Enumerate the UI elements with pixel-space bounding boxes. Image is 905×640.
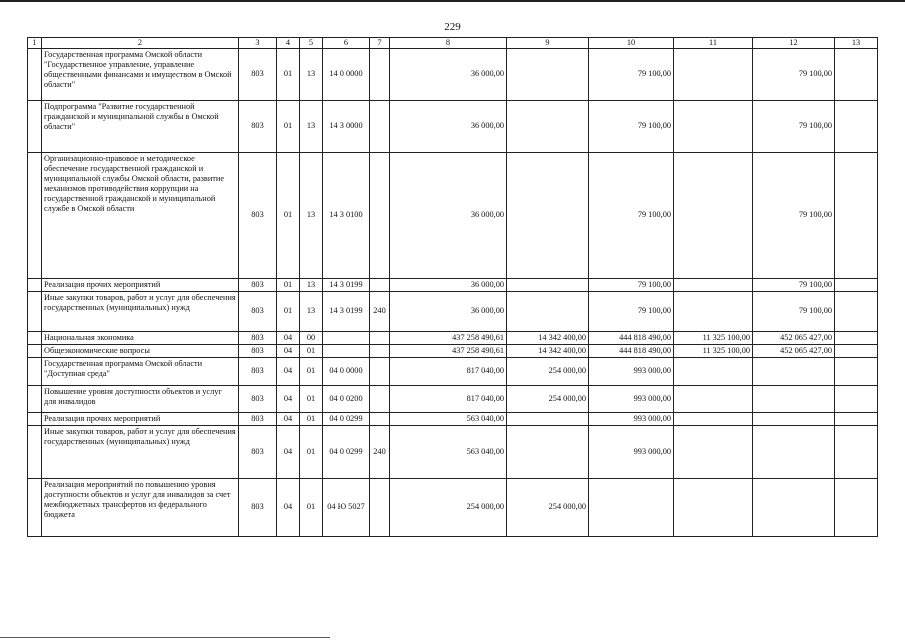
row-index-cell: [28, 331, 42, 344]
amount-col-8: 437 258 490,61: [390, 344, 507, 357]
budget-item-name: Общеэкономические вопросы: [42, 344, 239, 357]
expense-type-code: [370, 478, 390, 536]
subsection-code: 01: [300, 412, 323, 425]
target-article-code: [323, 344, 370, 357]
amount-col-10: 993 000,00: [589, 357, 674, 385]
amount-col-8: 563 040,00: [390, 412, 507, 425]
target-article-code: 04 0 0299: [323, 412, 370, 425]
target-article-code: 04 0 0000: [323, 357, 370, 385]
table-row: [28, 331, 878, 344]
amount-col-13: [835, 100, 878, 152]
subsection-code: 01: [300, 478, 323, 536]
budget-item-name: Реализация прочих мероприятий: [42, 412, 239, 425]
column-header-6: 6: [323, 38, 370, 49]
amount-col-9: 254 000,00: [507, 385, 589, 412]
budget-item-name: Реализация мероприятий по повышению уровня доступности объектов и услуг для инвалидов за счет межбюджетных трансфертов из федерального бюджета: [42, 478, 239, 536]
department-code: 803: [239, 412, 277, 425]
row-index-cell: [28, 100, 42, 152]
amount-col-12: [753, 385, 835, 412]
amount-col-13: [835, 152, 878, 278]
amount-col-10: [589, 478, 674, 536]
table-row: [28, 357, 878, 385]
section-code: 01: [277, 291, 300, 331]
amount-col-11: [674, 278, 753, 291]
budget-table: [27, 37, 878, 537]
amount-col-8: 563 040,00: [390, 425, 507, 478]
amount-col-13: [835, 278, 878, 291]
subsection-code: 13: [300, 278, 323, 291]
amount-col-11: [674, 291, 753, 331]
column-header-7: 7: [370, 38, 390, 49]
subsection-code: 01: [300, 385, 323, 412]
column-header-1: 1: [28, 38, 42, 49]
section-code: 01: [277, 100, 300, 152]
amount-col-10: 993 000,00: [589, 385, 674, 412]
column-header-3: 3: [239, 38, 277, 49]
department-code: 803: [239, 357, 277, 385]
expense-type-code: [370, 412, 390, 425]
target-article-code: 04 Ю 5027: [323, 478, 370, 536]
amount-col-9: [507, 48, 589, 100]
expense-type-code: [370, 357, 390, 385]
budget-item-name: Иные закупки товаров, работ и услуг для обеспечения государственных (муниципальных) нужд: [42, 291, 239, 331]
target-article-code: 14 3 0199: [323, 278, 370, 291]
row-index-cell: [28, 48, 42, 100]
amount-col-13: [835, 412, 878, 425]
table-row: [28, 412, 878, 425]
section-code: 04: [277, 385, 300, 412]
amount-col-11: [674, 425, 753, 478]
amount-col-12: 452 065 427,00: [753, 331, 835, 344]
amount-col-8: 36 000,00: [390, 152, 507, 278]
department-code: 803: [239, 100, 277, 152]
subsection-code: 01: [300, 357, 323, 385]
amount-col-11: 11 325 100,00: [674, 344, 753, 357]
subsection-code: 00: [300, 331, 323, 344]
amount-col-8: 254 000,00: [390, 478, 507, 536]
row-index-cell: [28, 478, 42, 536]
target-article-code: 14 0 0000: [323, 48, 370, 100]
row-index-cell: [28, 278, 42, 291]
amount-col-8: 36 000,00: [390, 291, 507, 331]
subsection-code: 13: [300, 48, 323, 100]
amount-col-9: [507, 278, 589, 291]
amount-col-12: 79 100,00: [753, 291, 835, 331]
amount-col-8: 36 000,00: [390, 278, 507, 291]
amount-col-10: 79 100,00: [589, 278, 674, 291]
department-code: 803: [239, 152, 277, 278]
amount-col-10: 79 100,00: [589, 291, 674, 331]
amount-col-13: [835, 478, 878, 536]
amount-col-10: 993 000,00: [589, 412, 674, 425]
table-row: [28, 100, 878, 152]
row-index-cell: [28, 344, 42, 357]
amount-col-11: [674, 100, 753, 152]
budget-item-name: Государственная программа Омской области "Доступная среда": [42, 357, 239, 385]
target-article-code: [323, 331, 370, 344]
subsection-code: 01: [300, 425, 323, 478]
table-row: [28, 291, 878, 331]
expense-type-code: [370, 48, 390, 100]
amount-col-11: [674, 385, 753, 412]
amount-col-8: 437 258 490,61: [390, 331, 507, 344]
department-code: 803: [239, 331, 277, 344]
department-code: 803: [239, 385, 277, 412]
column-header-2: 2: [42, 38, 239, 49]
expense-type-code: [370, 344, 390, 357]
amount-col-10: 993 000,00: [589, 425, 674, 478]
amount-col-12: 452 065 427,00: [753, 344, 835, 357]
amount-col-9: [507, 100, 589, 152]
amount-col-13: [835, 385, 878, 412]
amount-col-9: [507, 152, 589, 278]
expense-type-code: [370, 331, 390, 344]
top-edge-line: [0, 0, 905, 2]
amount-col-9: [507, 412, 589, 425]
section-code: 04: [277, 331, 300, 344]
table-row: [28, 278, 878, 291]
amount-col-10: 444 818 490,00: [589, 344, 674, 357]
department-code: 803: [239, 478, 277, 536]
amount-col-9: 14 342 400,00: [507, 344, 589, 357]
table-row: [28, 385, 878, 412]
amount-col-11: [674, 48, 753, 100]
column-number-header: [28, 38, 878, 49]
subsection-code: 13: [300, 152, 323, 278]
table-row: [28, 48, 878, 100]
section-code: 01: [277, 152, 300, 278]
department-code: 803: [239, 291, 277, 331]
column-header-10: 10: [589, 38, 674, 49]
section-code: 01: [277, 278, 300, 291]
amount-col-13: [835, 344, 878, 357]
table-row: [28, 478, 878, 536]
column-header-8: 8: [390, 38, 507, 49]
section-code: 04: [277, 357, 300, 385]
amount-col-12: 79 100,00: [753, 152, 835, 278]
table-row: [28, 152, 878, 278]
subsection-code: 01: [300, 344, 323, 357]
subsection-code: 13: [300, 100, 323, 152]
amount-col-12: 79 100,00: [753, 278, 835, 291]
amount-col-13: [835, 357, 878, 385]
amount-col-12: [753, 357, 835, 385]
row-index-cell: [28, 152, 42, 278]
amount-col-12: [753, 478, 835, 536]
budget-item-name: Национальная экономика: [42, 331, 239, 344]
amount-col-12: [753, 412, 835, 425]
amount-col-9: [507, 291, 589, 331]
row-index-cell: [28, 291, 42, 331]
department-code: 803: [239, 278, 277, 291]
column-header-13: 13: [835, 38, 878, 49]
target-article-code: 04 0 0299: [323, 425, 370, 478]
expense-type-code: [370, 152, 390, 278]
row-index-cell: [28, 412, 42, 425]
column-header-11: 11: [674, 38, 753, 49]
row-index-cell: [28, 425, 42, 478]
amount-col-12: 79 100,00: [753, 100, 835, 152]
amount-col-13: [835, 425, 878, 478]
budget-item-name: Государственная программа Омской области "Государственное управление, управление общественными финансами и имуществом в Омской области": [42, 48, 239, 100]
amount-col-13: [835, 291, 878, 331]
amount-col-10: 79 100,00: [589, 152, 674, 278]
amount-col-8: 36 000,00: [390, 100, 507, 152]
amount-col-8: 817 040,00: [390, 385, 507, 412]
target-article-code: 14 3 0100: [323, 152, 370, 278]
section-code: 04: [277, 425, 300, 478]
amount-col-10: 79 100,00: [589, 100, 674, 152]
amount-col-12: [753, 425, 835, 478]
expense-type-code: [370, 385, 390, 412]
amount-col-10: 444 818 490,00: [589, 331, 674, 344]
amount-col-8: 817 040,00: [390, 357, 507, 385]
amount-col-10: 79 100,00: [589, 48, 674, 100]
amount-col-8: 36 000,00: [390, 48, 507, 100]
amount-col-9: [507, 425, 589, 478]
amount-col-11: [674, 478, 753, 536]
subsection-code: 13: [300, 291, 323, 331]
row-index-cell: [28, 357, 42, 385]
section-code: 01: [277, 48, 300, 100]
amount-col-11: [674, 412, 753, 425]
column-header-12: 12: [753, 38, 835, 49]
row-index-cell: [28, 385, 42, 412]
amount-col-13: [835, 48, 878, 100]
column-header-5: 5: [300, 38, 323, 49]
budget-item-name: Реализация прочих мероприятий: [42, 278, 239, 291]
amount-col-9: 254 000,00: [507, 357, 589, 385]
table-row: [28, 425, 878, 478]
expense-type-code: 240: [370, 425, 390, 478]
expense-type-code: [370, 100, 390, 152]
amount-col-11: [674, 152, 753, 278]
amount-col-9: 254 000,00: [507, 478, 589, 536]
expense-type-code: [370, 278, 390, 291]
amount-col-9: 14 342 400,00: [507, 331, 589, 344]
budget-item-name: Повышение уровня доступности объектов и услуг для инвалидов: [42, 385, 239, 412]
amount-col-12: 79 100,00: [753, 48, 835, 100]
expense-type-code: 240: [370, 291, 390, 331]
budget-item-name: Иные закупки товаров, работ и услуг для обеспечения государственных (муниципальных) нужд: [42, 425, 239, 478]
section-code: 04: [277, 412, 300, 425]
section-code: 04: [277, 344, 300, 357]
section-code: 04: [277, 478, 300, 536]
target-article-code: 14 3 0199: [323, 291, 370, 331]
department-code: 803: [239, 48, 277, 100]
amount-col-11: [674, 357, 753, 385]
column-header-4: 4: [277, 38, 300, 49]
amount-col-11: 11 325 100,00: [674, 331, 753, 344]
department-code: 803: [239, 344, 277, 357]
bottom-edge-line: [0, 637, 330, 638]
table-row: [28, 344, 878, 357]
department-code: 803: [239, 425, 277, 478]
column-header-9: 9: [507, 38, 589, 49]
budget-item-name: Подпрограмма "Развитие государственной гражданской и муниципальной службы в Омской области": [42, 100, 239, 152]
page-number: 229: [444, 21, 461, 33]
budget-item-name: Организационно-правовое и методическое обеспечение государственной гражданской и муниципальной службы Омской области, развитие механизмов противодействия коррупции на государственной гражданской и муниципальной службе в Омской области: [42, 152, 239, 278]
amount-col-13: [835, 331, 878, 344]
target-article-code: 14 3 0000: [323, 100, 370, 152]
target-article-code: 04 0 0200: [323, 385, 370, 412]
